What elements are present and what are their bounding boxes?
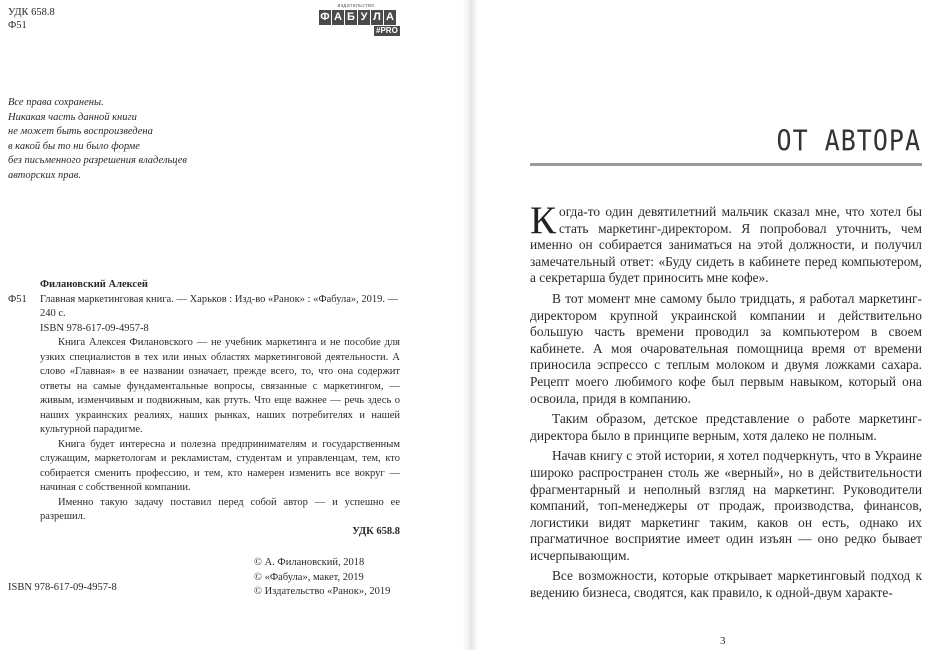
author-mark: Ф51 [8, 293, 27, 305]
body-paragraph: Начав книгу с этой истории, я хотел подчеркнуть, что в Украине широко распространен столь же «верный», но в действительности фрагментарный и неполный взгляд на маркетинг. Руководители компаний, топ-менеджеры от продаж, производства, финансов, логистики видят маркетинг таким, каков он есть, однако их прагматичное восприятие имеет один изъян — оно редко бывает исчерпывающим. [530, 448, 922, 563]
logo-letter: Л [371, 10, 383, 25]
rights-notice [8, 96, 208, 184]
copyright-line: © А. Филановский, 2018 [254, 557, 365, 568]
annotation-paragraph: Именно такую задачу поставил перед собой автор — и успешно ее разрешил. [40, 496, 400, 522]
biblio-description: Главная маркетинговая книга. — Харьков : Изд-во «Ранок» : «Фабула», 2019. — 240 с. [40, 293, 399, 319]
body-paragraph-text: огда-то один девятилетний мальчик сказал мне, что хотел бы стать маркетинг-директором. Я попробовал уточнить, чем именно он собирается заниматься на этой должности, и получил замечательный ответ: «Буду сидеть в кабинете перед компьютером, а секретарша будет приносить мне кофе». [530, 204, 922, 286]
bibliographic-record [8, 278, 400, 539]
annotation-paragraph: Книга Алексея Филановского — не учебник маркетинга и не пособие для узких специалистов в тех или иных областях маркетинговой деятельности. А слово «Главная» в ее названии означает, прежде всего, то, что она содержит ответы на самые фундаментальные вопросы, связанные с маркетингом, — живым, изменчивым и подвижным, как ртуть. Что еще важнее — речь здесь о наших украинских реалиях, наших рынках, наших потребителях и нашей культурной парадигме. [40, 337, 400, 435]
logo-sub: #PRO [376, 26, 398, 35]
body-paragraph: Все возможности, которые открывает маркетинговый подход к ведению бизнеса, сводятся, как правило, к одной-двум характе- [530, 568, 922, 601]
logo-wordmark [319, 10, 396, 25]
author-mark-line: Ф51 [8, 20, 27, 31]
book-gutter [462, 0, 478, 650]
copyright-block [254, 556, 390, 600]
udk-code-top [8, 6, 55, 32]
biblio-entry [8, 293, 400, 322]
title-rule [530, 163, 922, 166]
isbn: ISBN 978-617-09-4957-8 [40, 322, 149, 334]
logo-letter: Ф [320, 11, 330, 23]
copyright-line: © «Фабула», макет, 2019 [254, 571, 364, 583]
body-paragraph [530, 199, 922, 287]
logo-letter: У [358, 10, 370, 25]
rights-line: в какой бы то ни было форме [8, 140, 140, 152]
page-number: 3 [720, 635, 726, 647]
logo-letter: Б [345, 10, 357, 25]
logo-letter: А [384, 10, 396, 25]
drop-cap: К [530, 199, 557, 242]
udk-code-bottom: УДК 658.8 [352, 525, 400, 537]
annotation [8, 336, 400, 525]
body-paragraph: Таким образом, детское представление о работе маркетинг-директора было в принципе верным, хотя далеко не полным. [530, 411, 922, 443]
logo-caption: издательство [337, 3, 375, 9]
logo-letter: А [332, 10, 344, 25]
annotation-paragraph: Книга будет интересна и полезна предпринимателям и государственным служащим, маркетологам и рекламистам, студентам и управленцам, тем, кто собирается сменить профессию, и тем, кто намерен изменить все вокруг — начиная с собственной компании. [40, 438, 400, 493]
rights-line: не может быть воспроизведена [8, 126, 153, 138]
rights-line: Никакая часть данной книги [8, 111, 137, 123]
left-page [0, 0, 462, 650]
right-page [478, 0, 939, 650]
body-paragraph: В тот момент мне самому было тридцать, я работал маркетинг-директором крупной украинской компании и действительно большую часть времени проводил за компьютером в своем кабинете. А моя очаровательная помощница время от времени приносила эспрессо с теплым молоком и двумя ложками сахара. Рецепт моего любимого кофе был первым навыком, который она освоила, придя в компанию. [530, 290, 922, 406]
chapter-body [530, 199, 922, 602]
chapter-title: ОТ АВТОРА [776, 123, 921, 158]
isbn-bottom: ISBN 978-617-09-4957-8 [8, 582, 117, 593]
publisher-logo [316, 3, 396, 39]
udk-line: УДК 658.8 [8, 7, 55, 18]
rights-line: авторских прав. [8, 169, 81, 181]
author-name: Филановский Алексей [40, 279, 148, 290]
rights-line: без письменного разрешения владельцев [8, 155, 187, 167]
copyright-line: © Издательство «Ранок», 2019 [254, 586, 391, 597]
rights-line: Все права сохранены. [8, 97, 104, 108]
